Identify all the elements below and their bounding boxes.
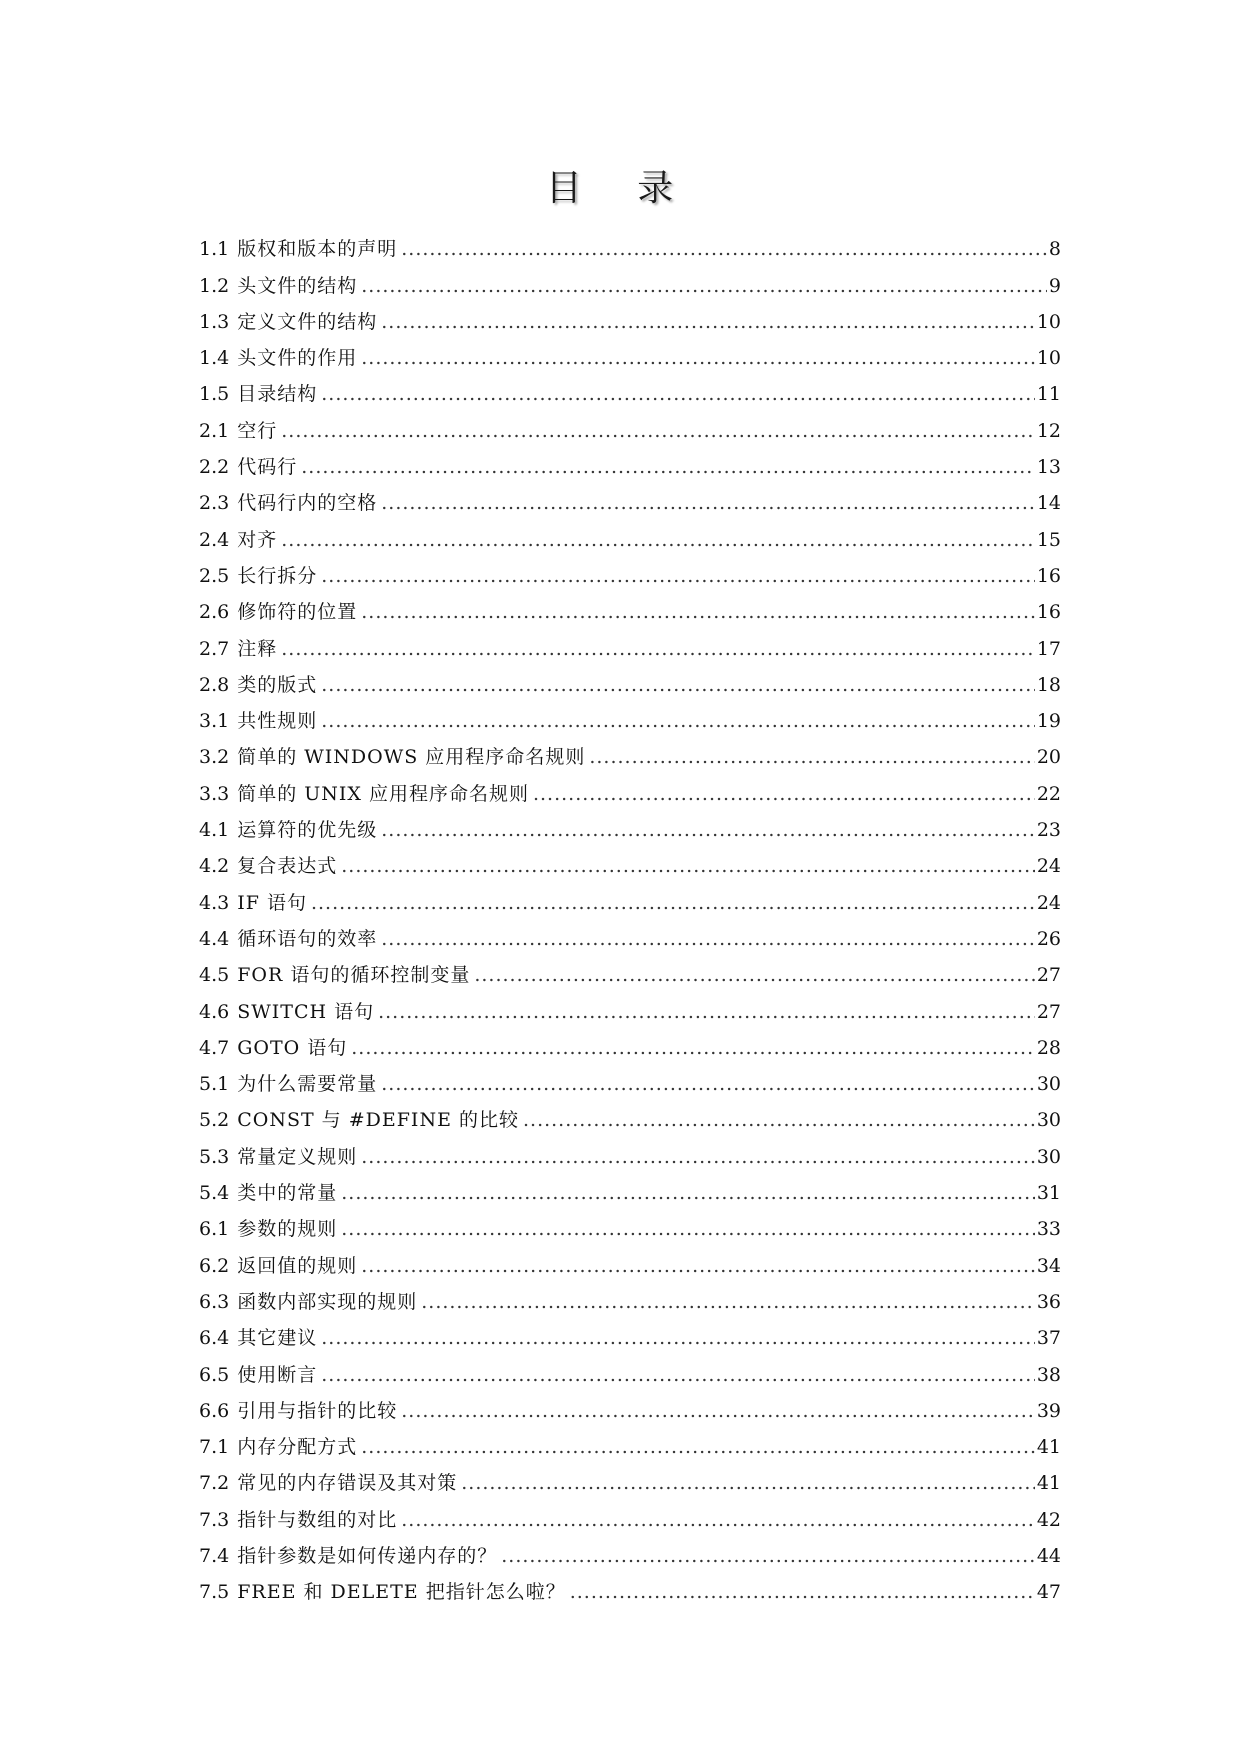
toc-entry-page-number: 22 <box>1036 782 1061 805</box>
toc-entry[interactable] <box>199 369 1061 405</box>
toc-entry[interactable] <box>199 623 1061 659</box>
toc-leader-dots <box>401 1509 1035 1531</box>
toc-entry-title: 定义文件的结构 <box>237 310 378 333</box>
toc-entry-page-number: 39 <box>1036 1399 1061 1422</box>
toc-entry-page-number: 17 <box>1036 637 1061 660</box>
toc-entry[interactable] <box>199 768 1061 804</box>
toc-entry-title: 函数内部实现的规则 <box>237 1290 418 1313</box>
toc-entry-title: 修饰符的位置 <box>237 601 358 624</box>
toc-entry[interactable] <box>199 551 1061 587</box>
toc-entry-page-number: 28 <box>1036 1036 1061 1059</box>
page-title: 目 录 <box>545 168 696 209</box>
toc-entry-title: 内存分配方式 <box>237 1436 358 1459</box>
toc-entry-page-number: 44 <box>1036 1544 1061 1567</box>
toc-entry-title: SWITCH 语句 <box>237 1000 375 1023</box>
toc-entry[interactable] <box>199 587 1061 623</box>
toc-entry-title: 代码行内的空格 <box>237 492 378 515</box>
toc-entry-title: 复合表达式 <box>237 855 338 878</box>
toc-entry-page-number: 27 <box>1036 964 1061 987</box>
toc-entry-page-number: 26 <box>1036 927 1061 950</box>
toc-entry-page-number: 12 <box>1036 419 1061 442</box>
toc-entry-page-number: 24 <box>1036 891 1061 914</box>
toc-entry[interactable] <box>199 1422 1061 1458</box>
toc-leader-dots <box>589 746 1034 768</box>
toc-entry-title: 指针与数组的对比 <box>237 1508 398 1531</box>
toc-entry[interactable] <box>199 1494 1061 1530</box>
toc-entry-title: 参数的规则 <box>237 1218 338 1241</box>
toc-entry[interactable] <box>199 1349 1061 1385</box>
toc-entry-page-number: 30 <box>1036 1073 1061 1096</box>
toc-entry-page-number: 8 <box>1048 238 1061 261</box>
toc-leader-dots <box>321 674 1035 696</box>
toc-entry-number: 2.2 <box>199 456 230 479</box>
toc-entry-title: 简单的 WINDOWS 应用程序命名规则 <box>237 746 586 769</box>
toc-leader-dots <box>321 565 1035 587</box>
toc-entry[interactable] <box>199 1204 1061 1240</box>
toc-entry[interactable] <box>199 1168 1061 1204</box>
toc-entry[interactable] <box>199 405 1061 441</box>
toc-entry-number: 4.6 <box>199 1000 230 1023</box>
toc-entry-number: 6.4 <box>199 1327 230 1350</box>
toc-entry-page-number: 36 <box>1036 1290 1061 1313</box>
toc-entry[interactable] <box>199 986 1061 1022</box>
toc-entry[interactable] <box>199 805 1061 841</box>
toc-leader-dots <box>381 819 1035 841</box>
toc-entry-title: 其它建议 <box>237 1327 318 1350</box>
toc-entry-page-number: 30 <box>1036 1145 1061 1168</box>
toc-entry-title: 使用断言 <box>237 1363 318 1386</box>
toc-entry-number: 7.5 <box>199 1581 230 1604</box>
toc-entry[interactable] <box>199 260 1061 296</box>
toc-entry-page-number: 38 <box>1036 1363 1061 1386</box>
toc-leader-dots <box>570 1581 1035 1603</box>
toc-leader-dots <box>421 1291 1035 1313</box>
toc-entry-number: 2.5 <box>199 564 230 587</box>
toc-entry-number: 3.2 <box>199 746 230 769</box>
toc-entry-number: 2.7 <box>199 637 230 660</box>
toc-entry-title: FREE 和 DELETE 把指针怎么啦？ <box>237 1581 566 1604</box>
toc-leader-dots <box>321 1327 1035 1349</box>
toc-entry-title: 简单的 UNIX 应用程序命名规则 <box>237 782 529 805</box>
toc-entry[interactable] <box>199 841 1061 877</box>
toc-entry[interactable] <box>199 1313 1061 1349</box>
toc-entry-page-number: 30 <box>1036 1109 1061 1132</box>
toc-entry-page-number: 10 <box>1036 310 1061 333</box>
toc-entry-number: 5.2 <box>199 1109 230 1132</box>
toc-entry[interactable] <box>199 696 1061 732</box>
toc-entry-number: 2.1 <box>199 419 230 442</box>
toc-entry-number: 7.4 <box>199 1544 230 1567</box>
toc-entry-title: 头文件的结构 <box>237 274 358 297</box>
toc-leader-dots <box>381 311 1035 333</box>
toc-entry-title: 常量定义规则 <box>237 1145 358 1168</box>
toc-leader-dots <box>381 928 1035 950</box>
toc-entry-title: GOTO 语句 <box>237 1036 348 1059</box>
toc-leader-dots <box>381 1073 1035 1095</box>
toc-entry-page-number: 10 <box>1036 347 1061 370</box>
toc-entry[interactable] <box>199 1131 1061 1167</box>
toc-entry-number: 4.1 <box>199 819 230 842</box>
toc-leader-dots <box>361 1436 1035 1458</box>
toc-leader-dots <box>301 456 1035 478</box>
toc-entry-title: 常见的内存错误及其对策 <box>237 1472 458 1495</box>
toc-entry-title: FOR 语句的循环控制变量 <box>237 964 471 987</box>
toc-entry-page-number: 34 <box>1036 1254 1061 1277</box>
toc-entry-number: 2.6 <box>199 601 230 624</box>
toc-entry-title: 运算符的优先级 <box>237 819 378 842</box>
toc-leader-dots <box>461 1472 1035 1494</box>
toc-leader-dots <box>321 383 1035 405</box>
toc-leader-dots <box>281 529 1035 551</box>
toc-leader-dots <box>321 710 1035 732</box>
toc-entry-title: IF 语句 <box>237 891 307 914</box>
toc-leader-dots <box>341 1182 1035 1204</box>
toc-entry-page-number: 16 <box>1036 564 1061 587</box>
toc-leader-dots <box>474 964 1034 986</box>
toc-entry[interactable] <box>199 224 1061 260</box>
toc-entry-title: 目录结构 <box>237 383 318 406</box>
toc-leader-dots <box>361 1146 1035 1168</box>
toc-entry-number: 6.3 <box>199 1290 230 1313</box>
toc-entry-number: 7.2 <box>199 1472 230 1495</box>
toc-leader-dots <box>501 1545 1035 1567</box>
toc-entry[interactable] <box>199 1458 1061 1494</box>
toc-leader-dots <box>533 783 1035 805</box>
toc-entry-page-number: 42 <box>1036 1508 1061 1531</box>
toc-entry-page-number: 41 <box>1036 1472 1061 1495</box>
table-of-contents <box>199 224 1061 1603</box>
toc-entry-number: 2.3 <box>199 492 230 515</box>
toc-leader-dots <box>401 238 1047 260</box>
toc-entry-number: 1.4 <box>199 347 230 370</box>
toc-entry-page-number: 13 <box>1036 456 1061 479</box>
toc-entry[interactable] <box>199 333 1061 369</box>
toc-leader-dots <box>341 855 1035 877</box>
toc-entry-title: 返回值的规则 <box>237 1254 358 1277</box>
toc-entry-title: 注释 <box>237 637 278 660</box>
toc-entry[interactable] <box>199 478 1061 514</box>
toc-entry[interactable] <box>199 1023 1061 1059</box>
toc-entry-page-number: 37 <box>1036 1327 1061 1350</box>
toc-entry-number: 1.2 <box>199 274 230 297</box>
toc-entry-number: 4.7 <box>199 1036 230 1059</box>
toc-leader-dots <box>381 492 1035 514</box>
toc-entry-number: 2.4 <box>199 528 230 551</box>
toc-entry[interactable] <box>199 660 1061 696</box>
toc-entry-number: 3.3 <box>199 782 230 805</box>
toc-entry-number: 6.6 <box>199 1399 230 1422</box>
toc-leader-dots <box>321 1364 1035 1386</box>
toc-entry-number: 5.4 <box>199 1182 230 1205</box>
toc-entry-number: 5.1 <box>199 1073 230 1096</box>
toc-entry-title: 版权和版本的声明 <box>237 238 398 261</box>
toc-entry-number: 5.3 <box>199 1145 230 1168</box>
toc-entry-title: 类的版式 <box>237 673 318 696</box>
toc-leader-dots <box>361 601 1035 623</box>
toc-entry[interactable] <box>199 1095 1061 1131</box>
toc-entry-number: 4.5 <box>199 964 230 987</box>
toc-entry-page-number: 20 <box>1036 746 1061 769</box>
toc-entry-number: 1.1 <box>199 238 230 261</box>
toc-entry[interactable] <box>199 1277 1061 1313</box>
toc-entry-page-number: 23 <box>1036 819 1061 842</box>
toc-entry-title: 代码行 <box>237 456 298 479</box>
toc-entry[interactable] <box>199 1386 1061 1422</box>
toc-entry-page-number: 24 <box>1036 855 1061 878</box>
toc-entry[interactable] <box>199 514 1061 550</box>
toc-entry-title: 头文件的作用 <box>237 347 358 370</box>
toc-entry-page-number: 15 <box>1036 528 1061 551</box>
toc-leader-dots <box>378 1001 1035 1023</box>
toc-leader-dots <box>361 1255 1035 1277</box>
toc-entry-number: 2.8 <box>199 673 230 696</box>
toc-leader-dots <box>401 1400 1035 1422</box>
toc-entry-number: 3.1 <box>199 710 230 733</box>
toc-leader-dots <box>361 275 1047 297</box>
toc-entry-number: 7.1 <box>199 1436 230 1459</box>
toc-entry-page-number: 31 <box>1036 1182 1061 1205</box>
toc-entry-title: 类中的常量 <box>237 1182 338 1205</box>
toc-entry[interactable] <box>199 1240 1061 1276</box>
toc-entry[interactable] <box>199 1059 1061 1095</box>
toc-entry-page-number: 14 <box>1036 492 1061 515</box>
toc-entry[interactable] <box>199 950 1061 986</box>
toc-leader-dots <box>341 1218 1035 1240</box>
toc-leader-dots <box>281 638 1035 660</box>
toc-leader-dots <box>311 892 1035 914</box>
toc-entry-number: 7.3 <box>199 1508 230 1531</box>
toc-entry-number: 4.4 <box>199 927 230 950</box>
toc-entry-number: 6.5 <box>199 1363 230 1386</box>
toc-entry[interactable] <box>199 877 1061 913</box>
toc-entry-page-number: 41 <box>1036 1436 1061 1459</box>
toc-entry[interactable] <box>199 914 1061 950</box>
toc-entry-title: 循环语句的效率 <box>237 927 378 950</box>
toc-entry-page-number: 19 <box>1036 710 1061 733</box>
toc-entry-page-number: 33 <box>1036 1218 1061 1241</box>
toc-leader-dots <box>281 420 1035 442</box>
toc-entry[interactable] <box>199 732 1061 768</box>
toc-entry-title: 长行拆分 <box>237 564 318 587</box>
toc-entry[interactable] <box>199 297 1061 333</box>
toc-entry-title: 为什么需要常量 <box>237 1073 378 1096</box>
toc-entry-page-number: 11 <box>1036 383 1061 406</box>
toc-entry-number: 1.5 <box>199 383 230 406</box>
toc-entry-page-number: 18 <box>1036 673 1061 696</box>
toc-entry-page-number: 47 <box>1036 1581 1061 1604</box>
toc-entry-number: 4.2 <box>199 855 230 878</box>
toc-entry-number: 6.2 <box>199 1254 230 1277</box>
toc-entry-page-number: 27 <box>1036 1000 1061 1023</box>
toc-leader-dots <box>351 1037 1035 1059</box>
toc-entry-title: CONST 与 #DEFINE 的比较 <box>237 1109 519 1132</box>
toc-entry-page-number: 16 <box>1036 601 1061 624</box>
toc-entry-title: 共性规则 <box>237 710 318 733</box>
toc-entry-title: 空行 <box>237 419 278 442</box>
toc-entry-title: 引用与指针的比较 <box>237 1399 398 1422</box>
toc-entry-page-number: 9 <box>1048 274 1061 297</box>
toc-entry-title: 指针参数是如何传递内存的？ <box>237 1544 498 1567</box>
toc-leader-dots <box>523 1109 1035 1131</box>
toc-entry-number: 6.1 <box>199 1218 230 1241</box>
toc-leader-dots <box>361 347 1035 369</box>
toc-entry-number: 1.3 <box>199 310 230 333</box>
toc-entry-title: 对齐 <box>237 528 278 551</box>
toc-entry[interactable] <box>199 442 1061 478</box>
toc-entry[interactable] <box>199 1531 1061 1567</box>
toc-entry-number: 4.3 <box>199 891 230 914</box>
toc-entry[interactable] <box>199 1567 1061 1603</box>
